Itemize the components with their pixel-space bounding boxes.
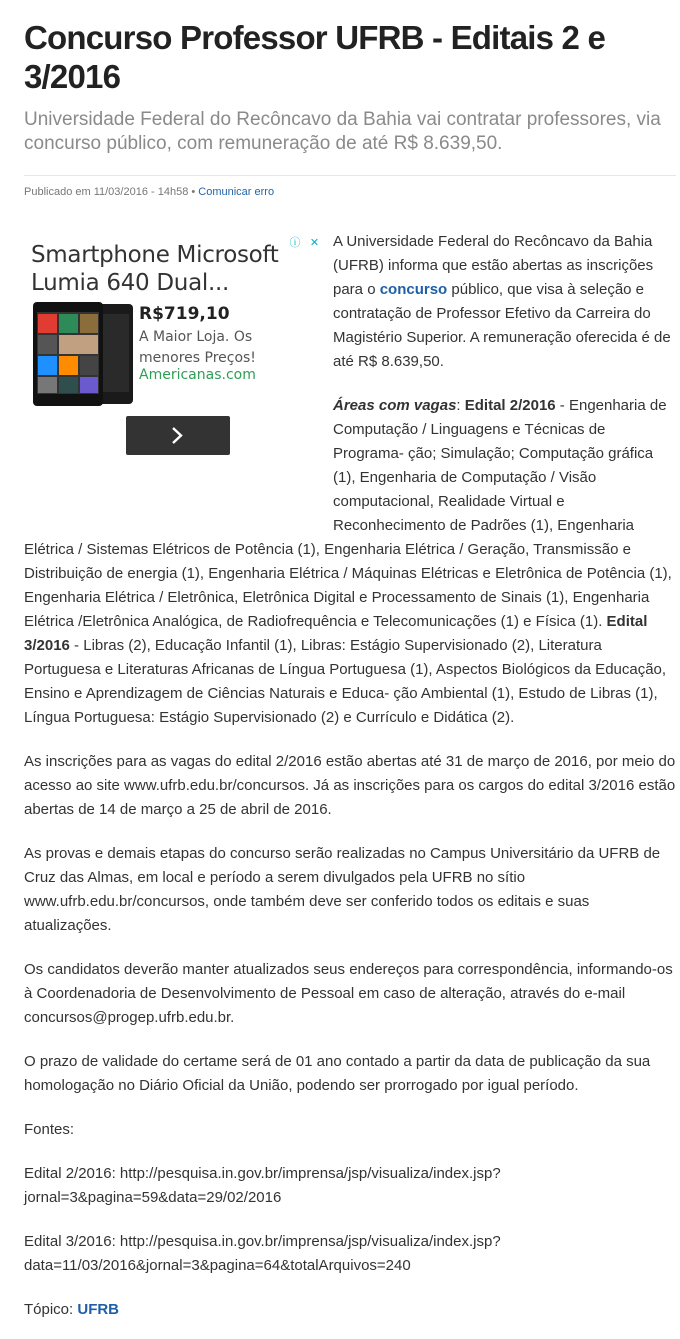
ad-info-icon[interactable]: ⓘ bbox=[289, 236, 301, 249]
phone-product-image[interactable] bbox=[31, 302, 135, 406]
ad-next-button[interactable] bbox=[126, 416, 230, 455]
body-paragraph-4: As provas e demais etapas do concurso serão realizadas no Campus Universitário da UFRB de Cruz das Almas, em local e período a serem divulgados pela UFRB no sítio www.ufrb.edu.br/concursos, onde também deve ser conferido todos os editais e suas atualizações. bbox=[24, 845, 661, 934]
body-paragraph-5: Os candidatos deverão manter atualizados seus endereços para correspondência, informando-os à Coordenadoria de Desenvolvimento de Pessoal em caso de alteração, através do e-mail concursos@progep.ufrb.edu.br. bbox=[24, 961, 673, 1026]
chevron-right-icon bbox=[170, 426, 184, 445]
ad-description[interactable]: A Maior Loja. Os menores Preços! bbox=[139, 329, 256, 366]
advertisement[interactable] bbox=[24, 233, 326, 465]
source-edital-2: Edital 2/2016: http://pesquisa.in.gov.br/imprensa/jsp/visualiza/index.jsp?jornal=3&pagina=59&data=29/02/2016 bbox=[24, 1165, 501, 1206]
body-paragraph-3: As inscrições para as vagas do edital 2/2016 estão abertas até 31 de março de 2016, por meio do acesso ao site www.ufrb.edu.br/concursos. Já as inscrições para os cargos do edital 3/2016 estão abertas de 14 de março a 25 de abril de 2016. bbox=[24, 753, 676, 818]
topic-label: Tópico: bbox=[24, 1301, 78, 1318]
areas-label: Áreas com vagas bbox=[333, 397, 457, 414]
edital-2-label: Edital 2/2016 bbox=[464, 397, 556, 414]
ad-domain[interactable]: Americanas.com bbox=[139, 367, 256, 383]
source-edital-3: Edital 3/2016: http://pesquisa.in.gov.br/imprensa/jsp/visualiza/index.jsp?data=11/03/2016&jornal=3&pagina=64&totalArquivos=240 bbox=[24, 1233, 501, 1274]
published-date: Publicado em 11/03/2016 - 14h58 • bbox=[24, 186, 196, 198]
article-title: Concurso Professor UFRB - Editais 2 e 3/2016 bbox=[24, 19, 606, 95]
edital-3-areas: - Libras (2), Educação Infantil (1), Libras: Estágio Supervisionado (2), Literatura Portuguesa e Literaturas Africanas de Língua Portuguesa (1), Aspectos Biológicos da Educação, Ensino e Aprendizagem de Ciências Naturais e Educa- ção Ambiental (1), Estudo de Libras (1), Língua Portuguesa: Estágio Supervisionado (2) e Currículo e Didática (2). bbox=[24, 637, 667, 726]
edital-2-areas: - Engenharia de Computação / Linguagens e Técnicas de Programa- ção; Simulação; Computação gráfica (1), Engenharia de Computação / Visão computacional, Realidade Virtual e Reconhecimento de Padrões (1), Engenharia Elétrica / Sistemas Elétricos de Potência (1), Engenharia Elétrica / Geração, Transmissão e Distribuição de energia (1), Engenharia Elétrica / Máquinas Elétricas e Eletrônica de Potência (1), Engenharia Elétrica / Eletrônica, Eletrônica Digital e Processamento de Sinais (1), Engenharia Elétrica /Eletrônica Analógica, de Radiofrequência e Telecomunicações (1) e Física (1). bbox=[24, 397, 672, 630]
ad-close-icon[interactable]: ✕ bbox=[309, 236, 320, 249]
article-meta bbox=[24, 175, 676, 198]
edital-3-label: Edital 3/2016 bbox=[24, 613, 648, 654]
topic-line bbox=[24, 1298, 676, 1322]
p1-text-after: público, que visa à seleção e contratação de Professor Efetivo da Carreira do Magistério Superior. A remuneração oferecida é de até R$ 8.639,50. bbox=[333, 281, 671, 370]
concurso-link[interactable]: concurso bbox=[379, 281, 448, 298]
body-paragraph-6: O prazo de validade do certame será de 01 ano contado a partir da data de publicação da sua homologação no Diário Oficial da União, podendo ser prorrogado por igual período. bbox=[24, 1053, 651, 1094]
p1-text-before: A Universidade Federal do Recôncavo da Bahia (UFRB) informa que estão abertas as inscrições para o bbox=[333, 233, 654, 298]
report-error-link[interactable]: Comunicar erro bbox=[198, 186, 275, 198]
ad-headline[interactable]: Smartphone Microsoft Lumia 640 Dual... bbox=[31, 242, 279, 296]
ad-price[interactable]: R$719,10 bbox=[139, 304, 230, 324]
sources-heading: Fontes: bbox=[24, 1121, 75, 1138]
topic-link-ufrb[interactable]: UFRB bbox=[77, 1301, 120, 1318]
areas-sep: : bbox=[456, 397, 465, 414]
article-subtitle: Universidade Federal do Recôncavo da Bahia vai contratar professores, via concurso público, com remuneração de até R$ 8.639,50. bbox=[24, 109, 661, 154]
